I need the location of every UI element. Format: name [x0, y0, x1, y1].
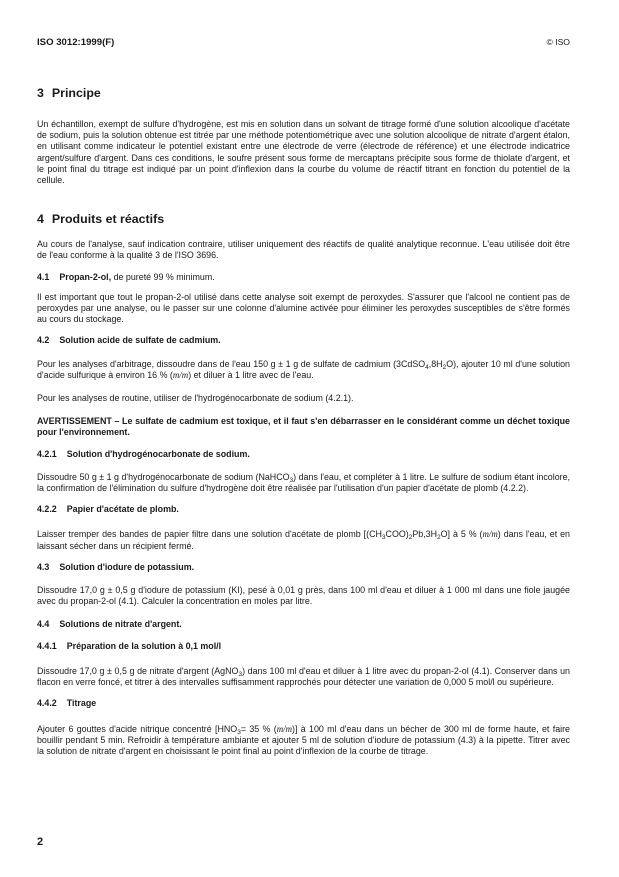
subsection-4-2-1-paragraph: Dissoudre 50 g ± 1 g d'hydrogénocarbonate de sodium (NaHCO$_3$) dans l'eau, et compléter à 1 litre. Le sulfure de sodium étant incolore, la confirmation de l'élimination du sulfure d'hydrogène doit être réalisée par l'utilisation d'un papier d'acétate de plomb (4.2.2).	[37, 471, 570, 494]
subsection-4-2-1-heading: 4.2.1 Solution d'hydrogénocarbonate de sodium.	[37, 448, 250, 459]
subsection-4-4-2-paragraph: Ajouter 6 gouttes d'acide nitrique concentré [$HNO_3= 35$ % (m/m)] à 100 ml d'eau dans un bécher de 300 ml de forme haute, et faire bouillir pendant 5 min. Refroidir à température ambiante et ajouter 5 ml de solution d'iodure de potassium (4.3) à la pipette. Titrer avec la solution de nitrate d'argent en choisissant le point final au point d'inflexion de la courbe de titrage.	[37, 723, 570, 756]
subsection-4-2-paragraph-1: Pour les analyses d'arbitrage, dissoudre dans de l'eau 150 g ± 1 g de sulfate de cadmium $(3CdSO_4,8H_2O)$, ajouter 10 ml d'une solution d'acide sulfurique à environ 16 % (m/m) et diluer à 1 litre avec de l'eau.	[37, 358, 570, 380]
subsection-4-4-heading: 4.4 Solutions de nitrate d'argent.	[37, 619, 182, 630]
subsection-4-3-paragraph: Dissoudre 17,0 g ± 0,5 g d'iodure de potassium (KI), pesé à 0,01 g près, dans 100 ml d'eau et diluer à 1 000 ml dans une fiole jaugée avec du propan-2-ol (4.1). Calculer la concentration en moles par litre.	[37, 585, 570, 607]
subsection-4-2-heading: 4.2 Solution acide de sulfate de cadmium.	[37, 335, 221, 346]
document-body	[37, 85, 570, 757]
page-header	[37, 37, 570, 51]
subsection-4-3-heading: 4.3 Solution d'iodure de potassium.	[37, 561, 195, 572]
section-4-heading: 4 Produits et réactifs	[37, 212, 165, 227]
subsection-4-4-2-heading: 4.4.2 Titrage	[37, 698, 97, 709]
copyright-mark: © ISO	[546, 37, 570, 47]
subsection-4-1-paragraph: Il est important que tout le propan-2-ol utilisé dans cette analyse soit exempt de peroxydes. S'assurer que l'alcool ne contient pas de peroxydes par une analyse, ou le passer sur une colonne d'alumine activée pour éliminer les peroxydes susceptibles de s'être formés au cours du stockage.	[37, 291, 570, 325]
subsection-4-2-2-heading: 4.2.2 Papier d'acétate de plomb.	[37, 504, 179, 515]
page-number: 2	[37, 836, 44, 848]
subsection-4-1-heading: 4.1 Propan-2-ol, de pureté 99 % minimum.	[37, 271, 215, 282]
subsection-4-2-2-paragraph: Laisser tremper des bandes de papier filtre dans une solution d'acétate de plomb $[(CH_3COO)_2Pb,3H_2O]$ à 5 % (m/m) dans l'eau, et en laissant sécher dans un récipient fermé.	[37, 529, 570, 551]
subsection-4-2-paragraph-2: Pour les analyses de routine, utiliser de l'hydrogénocarbonate de sodium (4.2.1).	[37, 393, 354, 404]
standard-number: ISO 3012:1999(F)	[37, 37, 115, 48]
subsection-4-4-1-paragraph: Dissoudre 17,0 g ± 0,5 g de nitrate d'argent (AgNO$_3$) dans 100 ml d'eau et diluer à 1 litre avec du propan-2-ol (4.1). Conserver dans un flacon en verre foncé, et titrer à des intervalles suffisamment rapprochés pour détecter une variation de 0,000 5 mol/l ou supérieure.	[37, 665, 570, 688]
cadmium-warning: AVERTISSEMENT – Le sulfate de cadmium est toxique, et il faut s'en débarrasser en le considérant comme un déchet toxique pour l'environnement.	[37, 416, 570, 438]
section-4-intro: Au cours de l'analyse, sauf indication contraire, utiliser uniquement des réactifs de qualité analytique reconnue. L'eau utilisée doit être de l'eau conforme à la qualité 3 de l'ISO 3696.	[37, 239, 570, 261]
section-3-heading: 3 Principe	[37, 86, 101, 100]
section-3-paragraph: Un échantillon, exempt de sulfure d'hydrogène, est mis en solution dans un solvant de titrage formé d'une solution alcoolique d'acétate de sodium, puis la solution obtenue est titrée par une méthode potentiométrique avec une solution alcoolique de nitrate d'argent étalon, en utilisant comme indicateur le potentiel existant entre une électrode de verre (électrode de référence) et une électrode indicatrice argent/sulfure d'argent. Dans ces conditions, le soufre présent sous forme de mercaptans précipite sous forme de thiolate d'argent, et le point final du titrage est indiqué par un point d'inflexion dans la courbe du volume de réactif titrant en fonction du potentiel de la cellule.	[37, 119, 570, 186]
subsection-4-4-1-heading: 4.4.1 Préparation de la solution à 0,1 mol/l	[37, 640, 222, 651]
